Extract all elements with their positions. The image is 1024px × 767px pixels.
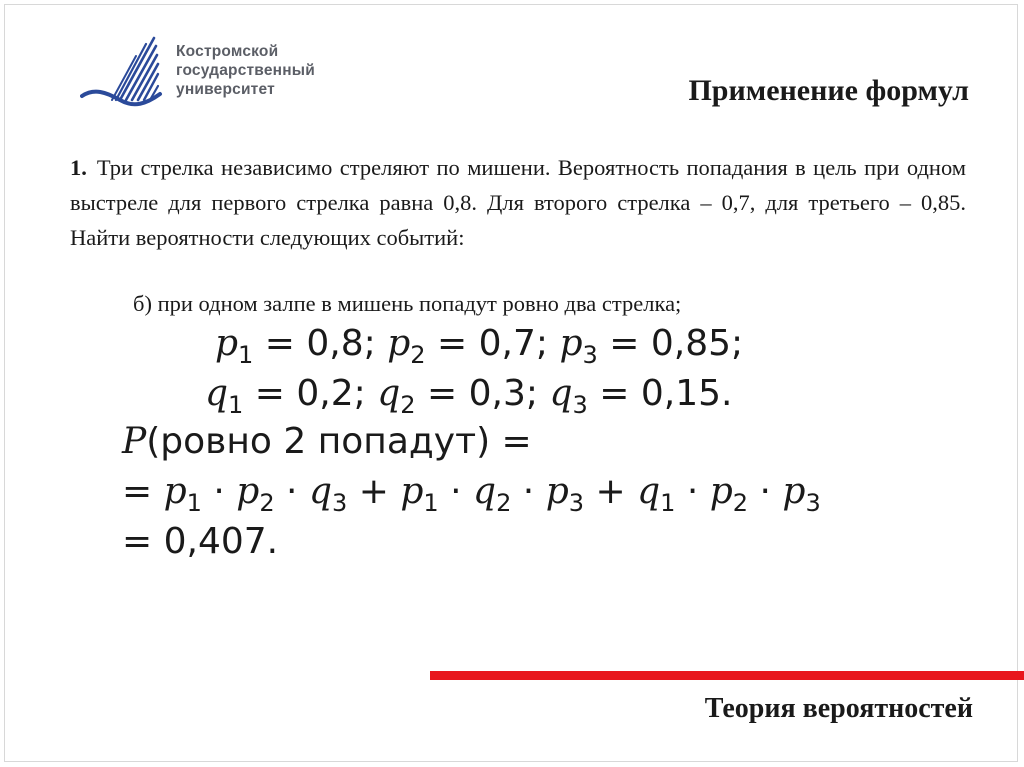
formula-p-values: $p_1 = 0,8$; $p_2 = 0,7$; $p_3 = 0,85$; xyxy=(215,323,744,369)
q2-value: 0,3 xyxy=(468,373,526,414)
formula-expansion: = $p_1 \cdot p_2 \cdot q_3 + p_1 \cdot q_2 \cdot p_3 + q_1 \cdot p_2 \cdot p_3$ xyxy=(122,471,821,517)
formula-q-values: $q_1 = 0,2$; $q_2 = 0,3$; $q_3 = 0,15$. xyxy=(205,373,733,419)
logo-line-2: государственный xyxy=(176,62,315,79)
problem-statement xyxy=(70,150,966,255)
event-label: ровно 2 попадут xyxy=(160,421,477,462)
logo-text xyxy=(176,42,315,99)
slide-title: Применение формул xyxy=(688,74,969,107)
result-value: 0,407 xyxy=(163,521,267,562)
problem-number: 1. xyxy=(70,155,87,180)
problem-text: Три стрелка независимо стреляют по мишени. Вероятность попадания в цель при одном выстреле для первого стрелка равна 0,8. Для второго стрелка – 0,7, для третьего – 0,85. Найти вероятности следующих событий: xyxy=(70,155,966,250)
logo-line-3: университет xyxy=(176,81,275,98)
university-logo xyxy=(80,34,360,124)
q3-value: 0,15 xyxy=(640,373,722,414)
p3-value: 0,85 xyxy=(650,323,732,364)
footer-accent-line xyxy=(430,671,1024,680)
formula-result: = 0,407. xyxy=(122,521,279,562)
p1-value: 0,8 xyxy=(306,323,364,364)
q1-value: 0,2 xyxy=(296,373,354,414)
formula-event: P(ровно 2 попадут) = xyxy=(122,421,532,462)
problem-subtask: б) при одном залпе в мишень попадут ровно два стрелка; xyxy=(133,291,682,316)
university-emblem-icon xyxy=(80,34,170,124)
footer-course-title: Теория вероятностей xyxy=(704,693,973,724)
logo-line-1: Костромской xyxy=(176,43,279,60)
p2-value: 0,7 xyxy=(478,323,536,364)
